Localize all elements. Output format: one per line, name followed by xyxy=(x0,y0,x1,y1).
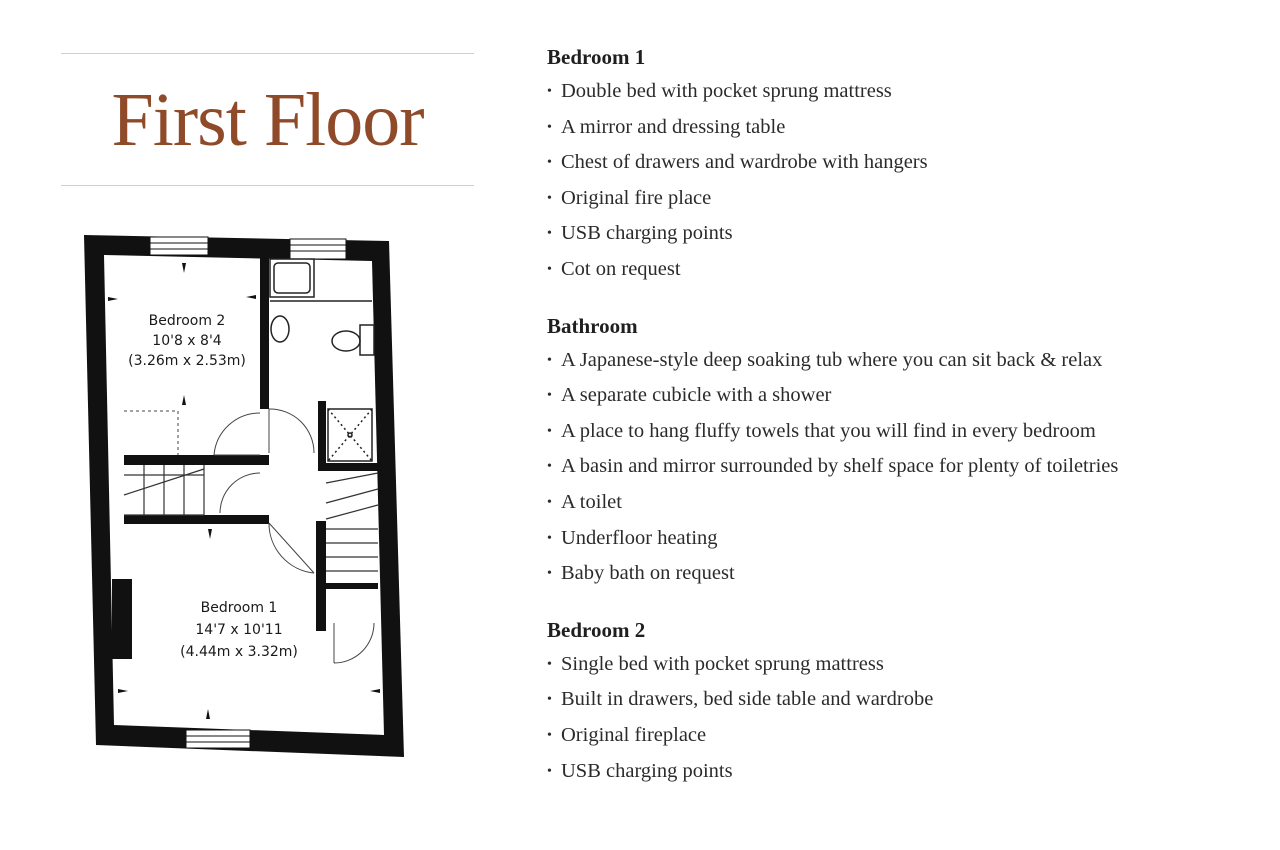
list-item-text: USB charging points xyxy=(561,759,733,782)
feature-list xyxy=(547,74,1247,288)
list-item-text: Original fire place xyxy=(561,186,712,209)
list-item xyxy=(547,216,1247,252)
list-item-text: USB charging points xyxy=(561,222,733,245)
section-bathroom xyxy=(547,311,1247,592)
floor-plan xyxy=(84,233,406,761)
list-item xyxy=(547,74,1247,110)
list-item-text: A Japanese-style deep soaking tub where you can sit back & relax xyxy=(561,348,1103,371)
list-item xyxy=(547,754,1247,790)
bullet-icon: • xyxy=(547,388,552,404)
feature-sections xyxy=(547,42,1247,812)
bullet-icon: • xyxy=(547,566,552,582)
list-item xyxy=(547,343,1247,379)
section-title: Bathroom xyxy=(547,313,638,338)
list-item xyxy=(547,718,1247,754)
bullet-icon: • xyxy=(547,727,552,743)
section-title: Bedroom 2 xyxy=(547,617,646,642)
section-bedroom-1 xyxy=(547,42,1247,288)
list-item-text: A separate cubicle with a shower xyxy=(561,384,832,407)
bullet-icon: • xyxy=(547,190,552,206)
list-item-text: Original fireplace xyxy=(561,723,707,746)
list-item xyxy=(547,252,1247,288)
list-item xyxy=(547,449,1247,485)
floor-plan-drawing xyxy=(84,233,406,761)
bullet-icon: • xyxy=(547,155,552,171)
bullet-icon: • xyxy=(547,84,552,99)
bullet-icon: • xyxy=(547,692,552,708)
section-title: Bedroom 1 xyxy=(547,45,646,69)
bedroom-2-dimensions: 10'8 x 8'4 xyxy=(152,333,222,349)
list-item-text: A mirror and dressing table xyxy=(561,115,786,138)
feature-list xyxy=(547,647,1247,789)
title-rule-top xyxy=(61,53,474,54)
list-item xyxy=(547,110,1247,146)
bullet-icon: • xyxy=(547,494,552,510)
list-item-text: Cot on request xyxy=(561,257,681,280)
bedroom-1-dimensions-metric: (4.44m x 3.32m) xyxy=(180,644,298,660)
list-item-text: Chest of drawers and wardrobe with hangers xyxy=(561,151,928,174)
list-item xyxy=(547,378,1247,414)
list-item-text: Built in drawers, bed side table and wardrobe xyxy=(561,688,934,711)
bedroom-2-label: Bedroom 2 xyxy=(148,313,226,329)
bullet-icon: • xyxy=(547,763,552,779)
bullet-icon: • xyxy=(547,352,552,368)
bedroom-1-label: Bedroom 1 xyxy=(200,600,278,616)
bullet-icon: • xyxy=(547,261,552,277)
list-item-text: Underfloor heating xyxy=(561,526,718,549)
feature-list xyxy=(547,343,1247,592)
list-item xyxy=(547,647,1247,683)
list-item xyxy=(547,521,1247,557)
bullet-icon: • xyxy=(547,530,552,546)
interior-floor xyxy=(104,255,384,735)
bullet-icon: • xyxy=(547,423,552,439)
list-item xyxy=(547,145,1247,181)
list-item-text: Baby bath on request xyxy=(561,562,735,585)
list-item-text: Single bed with pocket sprung mattress xyxy=(561,652,884,675)
page-title: First Floor xyxy=(111,78,424,162)
list-item xyxy=(547,485,1247,521)
list-item xyxy=(547,556,1247,592)
list-item xyxy=(547,682,1247,718)
section-bedroom-2 xyxy=(547,615,1247,789)
bullet-icon: • xyxy=(547,459,552,475)
list-item-text: A basin and mirror surrounded by shelf space for plenty of toiletries xyxy=(561,455,1119,478)
bedroom-2-dimensions-metric: (3.26m x 2.53m) xyxy=(128,353,246,369)
list-item xyxy=(547,181,1247,217)
list-item-text: A place to hang fluffy towels that you will find in every bedroom xyxy=(561,419,1096,442)
bullet-icon: • xyxy=(547,226,552,242)
list-item xyxy=(547,414,1247,450)
title-rule-bottom xyxy=(61,185,474,186)
bullet-icon: • xyxy=(547,119,552,135)
list-item-text: A toilet xyxy=(561,490,622,513)
bullet-icon: • xyxy=(547,656,552,672)
list-item-text: Double bed with pocket sprung mattress xyxy=(561,80,892,102)
bedroom-1-dimensions: 14'7 x 10'11 xyxy=(195,622,283,638)
